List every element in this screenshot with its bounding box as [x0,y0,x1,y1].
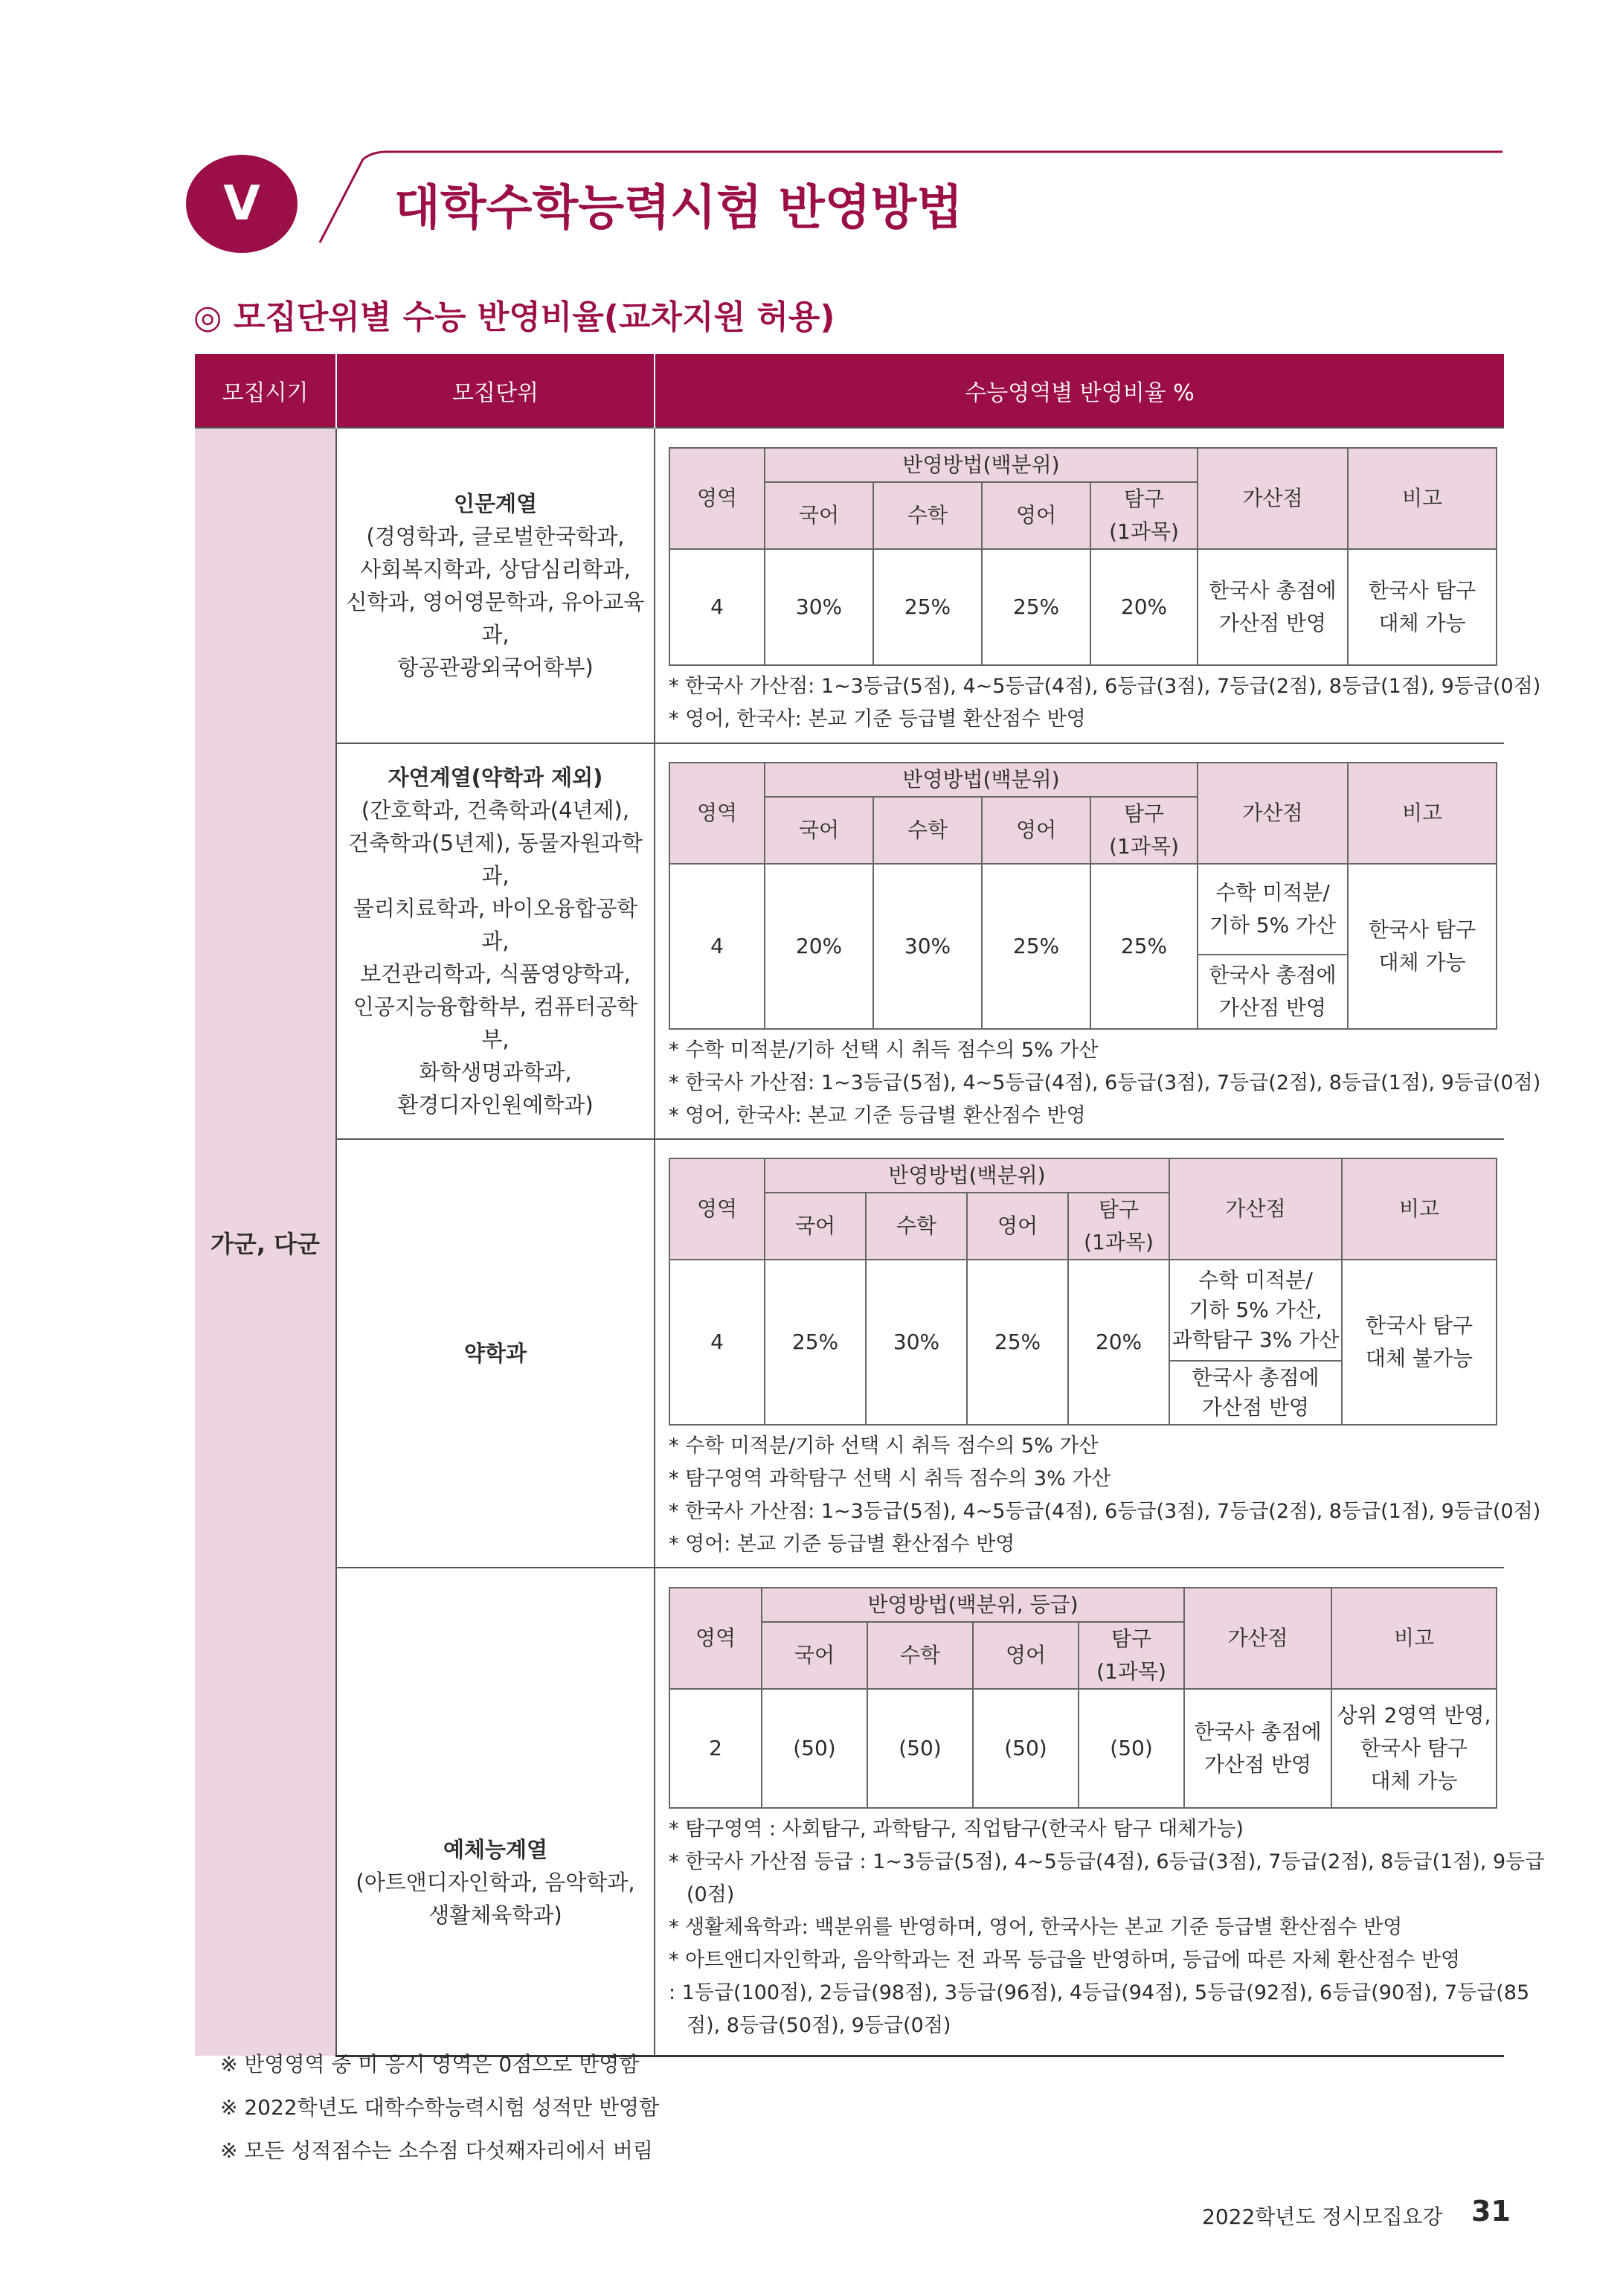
unit-title: 인문계열 [453,491,538,516]
subject-korean: 국어 [765,1193,866,1260]
method-table [669,1587,1497,1809]
subject-english: 영어 [973,1622,1079,1689]
value-korean: 20% [765,864,873,1029]
remark-value: 한국사 탐구 대체 가능 [1348,864,1497,1029]
note: * 영어, 한국사: 본교 기준 등급별 환산점수 반영 [669,1104,1086,1127]
value-english: (50) [973,1689,1079,1808]
bonus-header: 가산점 [1198,763,1348,864]
unit-line: 항공관광외국어학부) [397,655,594,680]
footnotes [220,2043,659,2172]
area-header: 영역 [669,448,765,549]
unit-line: 건축학과(5년제), 동물자원과학과, [348,830,643,888]
note: * 영어: 본교 기준 등급별 환산점수 반영 [669,1533,1015,1556]
footnote: ※ 반영영역 중 미 응시 영역은 0점으로 반영함 [220,2052,640,2077]
unit-line: 보건관리학과, 식품영양학과, [360,961,631,987]
value-math: (50) [867,1689,973,1808]
remark-header: 비고 [1348,763,1497,864]
chapter-number-badge: V [186,155,298,253]
section-notes [669,1034,1541,1132]
detail-cell [655,1568,1545,2056]
subject-math: 수학 [873,797,982,864]
value-inquiry: 25% [1090,864,1198,1029]
subject-inquiry: 탐구 (1과목) [1090,482,1198,549]
section-subheading: ◎ 모집단위별 수능 반영비율(교차지원 허용) [193,298,835,336]
section-notes [669,1813,1545,2042]
method-header: 반영방법(백분위) [765,763,1198,797]
note: * 수학 미적분/기하 선택 시 취득 점수의 5% 가산 [669,1039,1099,1062]
section-row-science [195,743,1504,1139]
area-count: 2 [669,1689,762,1808]
unit-line: 생활체육학과) [428,1902,562,1928]
period-cell: 가군, 다군 [195,428,336,2056]
footnote: ※ 모든 성적점수는 소수점 다섯째자리에서 버림 [220,2138,653,2163]
unit-line: (경영학과, 글로벌한국학과, [366,524,625,549]
method-table [669,447,1497,666]
subject-math: 수학 [867,1622,973,1689]
section-row-humanities [195,428,1504,743]
unit-title: 예체능계열 [443,1836,548,1862]
bonus-value-bottom: 한국사 총점에 가산점 반영 [1198,955,1348,1029]
value-math: 30% [866,1260,967,1425]
area-header: 영역 [669,1588,762,1689]
value-korean: (50) [762,1689,867,1808]
page-number: 31 [1471,2195,1511,2228]
col-header-ratio: 수능영역별 반영비율 % [655,354,1504,428]
unit-line: 화학생명과학과, [419,1059,572,1085]
unit-line: 환경디자인원예학과) [397,1092,594,1117]
bonus-header: 가산점 [1169,1158,1342,1260]
footer-label: 2022학년도 정시모집요강 [1202,2204,1443,2229]
bonus-value: 한국사 총점에 가산점 반영 [1184,1689,1331,1808]
value-english: 25% [982,549,1090,665]
area-count: 4 [669,864,765,1029]
value-korean: 25% [765,1260,866,1425]
unit-cell [336,1568,655,2056]
note: 점), 8등급(50점), 9등급(0점) [687,2013,951,2037]
unit-title: 자연계열(약학과 제외) [388,765,603,790]
remark-header: 비고 [1348,448,1497,549]
area-header: 영역 [669,763,765,864]
subject-english: 영어 [967,1193,1068,1260]
bonus-header: 가산점 [1184,1588,1331,1689]
col-header-unit: 모집단위 [336,354,655,428]
bonus-value-top: 수학 미적분/ 기하 5% 가산, 과학탐구 3% 가산 [1169,1260,1342,1361]
bonus-value: 한국사 총점에 가산점 반영 [1198,549,1348,665]
area-count: 4 [669,549,765,665]
subject-korean: 국어 [765,482,873,549]
unit-line: 사회복지학과, 상담심리학과, [360,557,631,582]
section-row-arts [195,1568,1504,2056]
area-count: 4 [669,1260,765,1425]
col-header-period: 모집시기 [195,354,336,428]
unit-line: (아트앤디자인학과, 음악학과, [356,1869,635,1895]
subject-english: 영어 [982,797,1090,864]
note: * 한국사 가산점: 1~3등급(5점), 4~5등급(4점), 6등급(3점), 7등급(2점), 8등급(1점), 9등급(0점) [669,675,1541,698]
unit-cell [336,743,655,1139]
value-inquiry: 20% [1090,549,1198,665]
detail-cell [655,743,1541,1139]
unit-title: 약학과 [463,1341,527,1366]
value-english: 25% [967,1260,1068,1425]
bonus-value-bottom: 한국사 총점에 가산점 반영 [1169,1361,1342,1425]
remark-value: 한국사 탐구 대체 가능 [1348,549,1497,665]
section-notes [669,1430,1541,1561]
note: * 영어, 한국사: 본교 기준 등급별 환산점수 반영 [669,708,1086,731]
method-table [669,762,1497,1030]
remark-header: 비고 [1331,1588,1497,1689]
section-row-pharmacy [195,1139,1504,1568]
subject-korean: 국어 [765,797,873,864]
subject-math: 수학 [866,1193,967,1260]
ratio-table [195,354,1545,2057]
value-korean: 30% [765,549,873,665]
method-header: 반영방법(백분위, 등급) [762,1588,1184,1622]
value-inquiry: (50) [1079,1689,1184,1808]
remark-value: 상위 2영역 반영, 한국사 탐구 대체 가능 [1331,1689,1497,1808]
bonus-value-top: 수학 미적분/ 기하 5% 가산 [1198,864,1348,955]
method-header: 반영방법(백분위) [765,448,1198,482]
value-math: 30% [873,864,982,1029]
remark-value: 한국사 탐구 대체 불가능 [1342,1260,1497,1425]
unit-line: (간호학과, 건축학과(4년제), [361,798,630,823]
subject-inquiry: 탐구 (1과목) [1090,797,1198,864]
note: (0점) [687,1882,735,1906]
section-notes [669,670,1541,736]
note: * 탐구영역 : 사회탐구, 과학탐구, 직업탐구(한국사 탐구 대체가능) [669,1817,1244,1841]
note: * 한국사 가산점 등급 : 1~3등급(5점), 4~5등급(4점), 6등급(3점), 7등급(2점), 8등급(1점), 9등급 [669,1850,1545,1873]
unit-line: 신학과, 영어영문학과, 유아교육과, [346,589,645,647]
chapter-title: 대학수학능력시험 반영방법 [394,181,963,236]
subject-math: 수학 [873,482,982,549]
note: * 탐구영역 과학탐구 선택 시 취득 점수의 3% 가산 [669,1467,1111,1490]
subject-inquiry: 탐구 (1과목) [1068,1193,1169,1260]
subject-inquiry: 탐구 (1과목) [1079,1622,1184,1689]
value-inquiry: 20% [1068,1260,1169,1425]
note: * 아트앤디자인학과, 음악학과는 전 과목 등급을 반영하며, 등급에 따른 자체 환산점수 반영 [669,1948,1461,1972]
area-header: 영역 [669,1158,765,1260]
note: * 수학 미적분/기하 선택 시 취득 점수의 5% 가산 [669,1434,1099,1458]
unit-line: 물리치료학과, 바이오융합공학과, [353,896,638,954]
note: * 한국사 가산점: 1~3등급(5점), 4~5등급(4점), 6등급(3점), 7등급(2점), 8등급(1점), 9등급(0점) [669,1500,1541,1523]
detail-cell [655,1139,1541,1568]
method-header: 반영방법(백분위) [765,1158,1169,1193]
note: * 생활체육학과: 백분위를 반영하며, 영어, 한국사는 본교 기준 등급별 환산점수 반영 [669,1915,1403,1939]
value-math: 25% [873,549,982,665]
note: * 한국사 가산점: 1~3등급(5점), 4~5등급(4점), 6등급(3점), 7등급(2점), 8등급(1점), 9등급(0점) [669,1071,1541,1094]
method-table [669,1158,1497,1426]
note: : 1등급(100점), 2등급(98점), 3등급(96점), 4등급(94점), 5등급(92점), 6등급(90점), 7등급(85 [669,1981,1530,2004]
bonus-header: 가산점 [1198,448,1348,549]
unit-cell [336,1139,655,1568]
value-english: 25% [982,864,1090,1029]
unit-line: 인공지능융합학부, 컴퓨터공학부, [353,994,638,1052]
unit-cell [336,428,655,743]
detail-cell [655,428,1541,743]
subject-korean: 국어 [762,1622,867,1689]
remark-header: 비고 [1342,1158,1497,1260]
subject-english: 영어 [982,482,1090,549]
footnote: ※ 2022학년도 대학수학능력시험 성적만 반영함 [220,2095,660,2120]
